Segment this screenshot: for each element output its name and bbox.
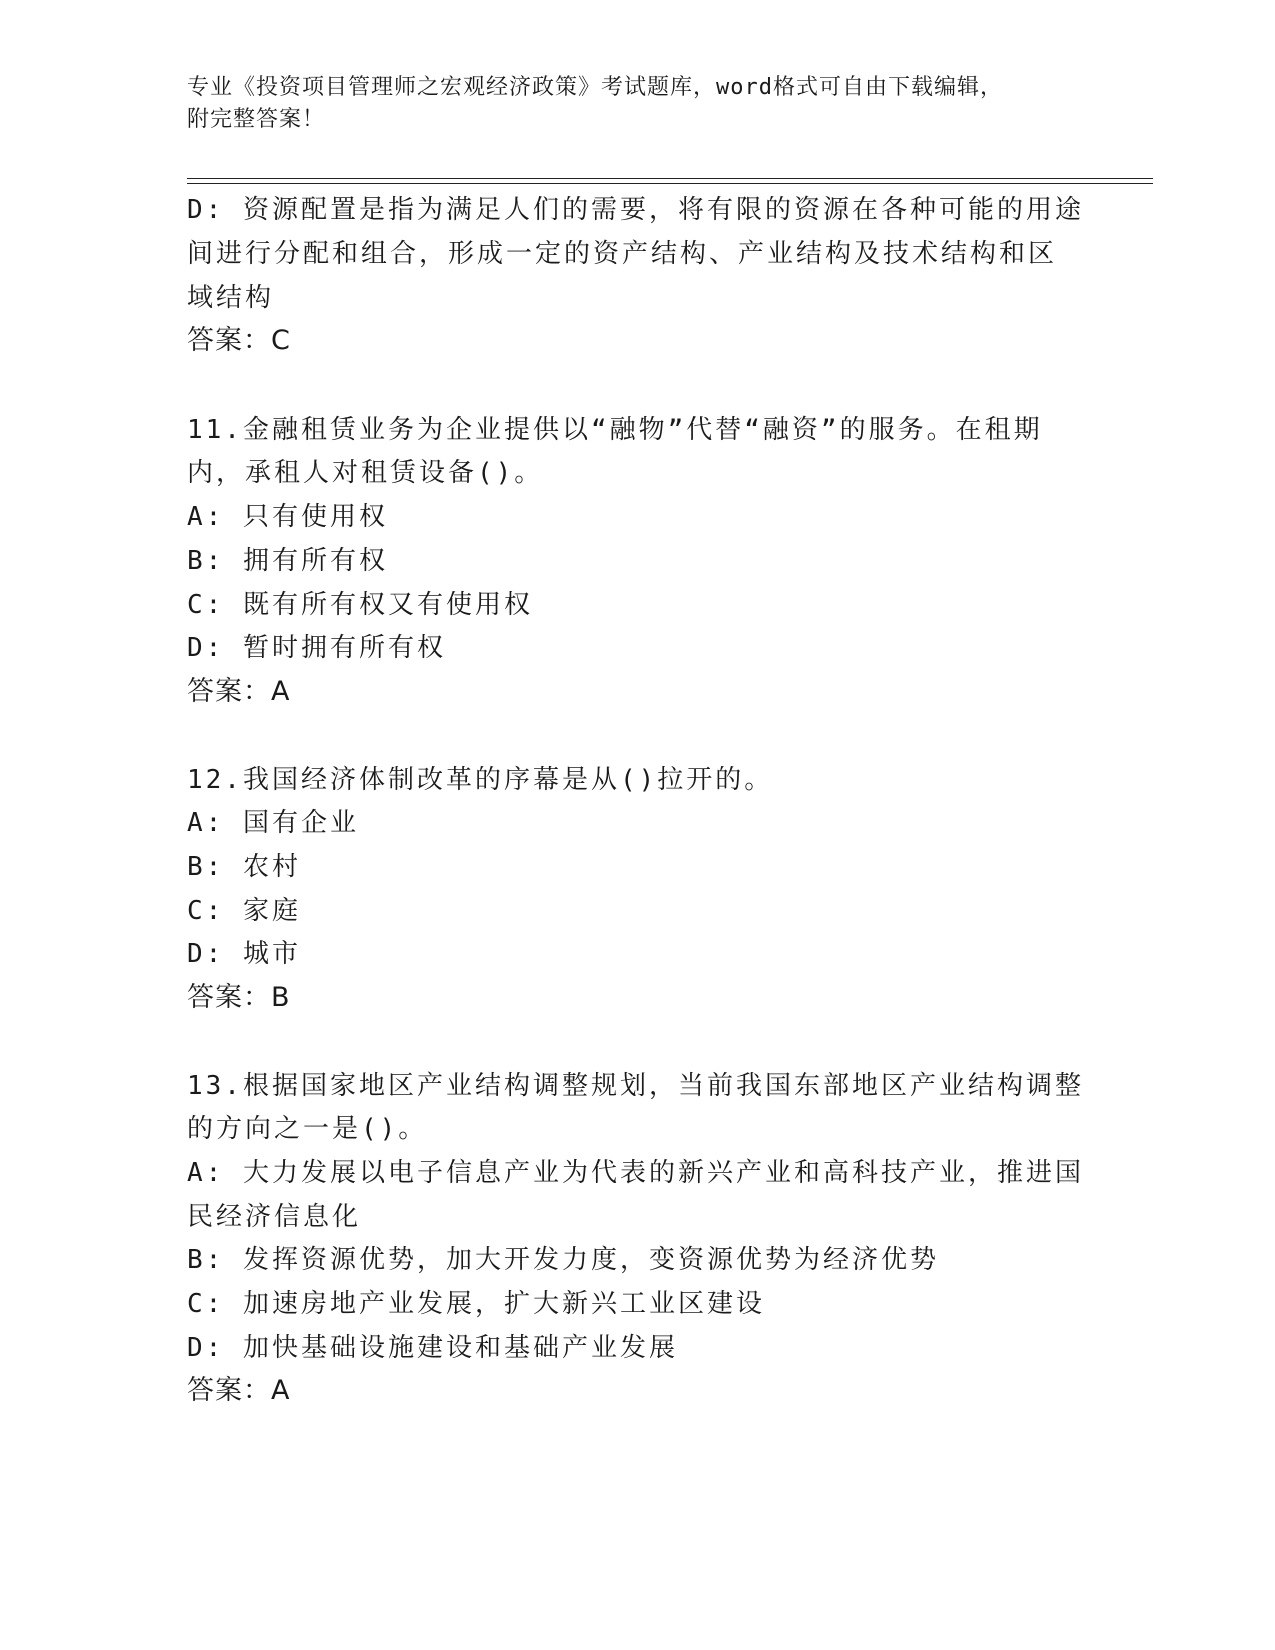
header-line-2: 附完整答案！	[187, 107, 326, 132]
q11-stem-line-1: 11.金融租赁业务为企业提供以“融物”代替“融资”的服务。在租期	[187, 415, 1043, 445]
q11-stem-line-2: 内，承租人对租赁设备()。	[187, 458, 544, 488]
prev-answer: 答案：C	[187, 325, 291, 356]
q11-option-d: D: 暂时拥有所有权	[187, 633, 446, 663]
q13-answer: 答案：A	[187, 1375, 291, 1406]
q12-answer: 答案：B	[187, 982, 291, 1013]
q13-option-b: B: 发挥资源优势，加大开发力度，变资源优势为经济优势	[187, 1245, 939, 1275]
q13-option-a-line-2: 民经济信息化	[187, 1202, 362, 1232]
q13-stem-line-2: 的方向之一是()。	[187, 1114, 428, 1144]
q13-option-a-line-1: A: 大力发展以电子信息产业为代表的新兴产业和高科技产业，推进国	[187, 1158, 1084, 1188]
q13-option-d: D: 加快基础设施建设和基础产业发展	[187, 1333, 678, 1363]
q11-option-b: B: 拥有所有权	[187, 546, 388, 576]
prev-option-d-line-2: 间进行分配和组合，形成一定的资产结构、产业结构及技术结构和区	[187, 239, 1058, 269]
q11-option-c: C: 既有所有权又有使用权	[187, 590, 533, 620]
q12-option-b: B: 农村	[187, 852, 301, 882]
q12-option-d: D: 城市	[187, 939, 301, 969]
q11-answer: 答案：A	[187, 676, 291, 707]
q12-option-c: C: 家庭	[187, 896, 301, 926]
prev-option-d-line-3: 域结构	[187, 283, 275, 313]
q12-stem-line-1: 12.我国经济体制改革的序幕是从()拉开的。	[187, 765, 774, 795]
q13-stem-line-1: 13.根据国家地区产业结构调整规划，当前我国东部地区产业结构调整	[187, 1071, 1084, 1101]
document-header	[187, 72, 1087, 136]
prev-option-d-line-1: D: 资源配置是指为满足人们的需要，将有限的资源在各种可能的用途	[187, 195, 1084, 225]
q13-option-c: C: 加速房地产业发展，扩大新兴工业区建设	[187, 1289, 765, 1319]
q11-option-a: A: 只有使用权	[187, 502, 388, 532]
header-line-1: 专业《投资项目管理师之宏观经济政策》考试题库，word格式可自由下载编辑，	[187, 75, 1003, 100]
q12-option-a: A: 国有企业	[187, 808, 359, 838]
header-divider-bottom	[187, 183, 1153, 184]
header-divider-top	[187, 178, 1153, 179]
